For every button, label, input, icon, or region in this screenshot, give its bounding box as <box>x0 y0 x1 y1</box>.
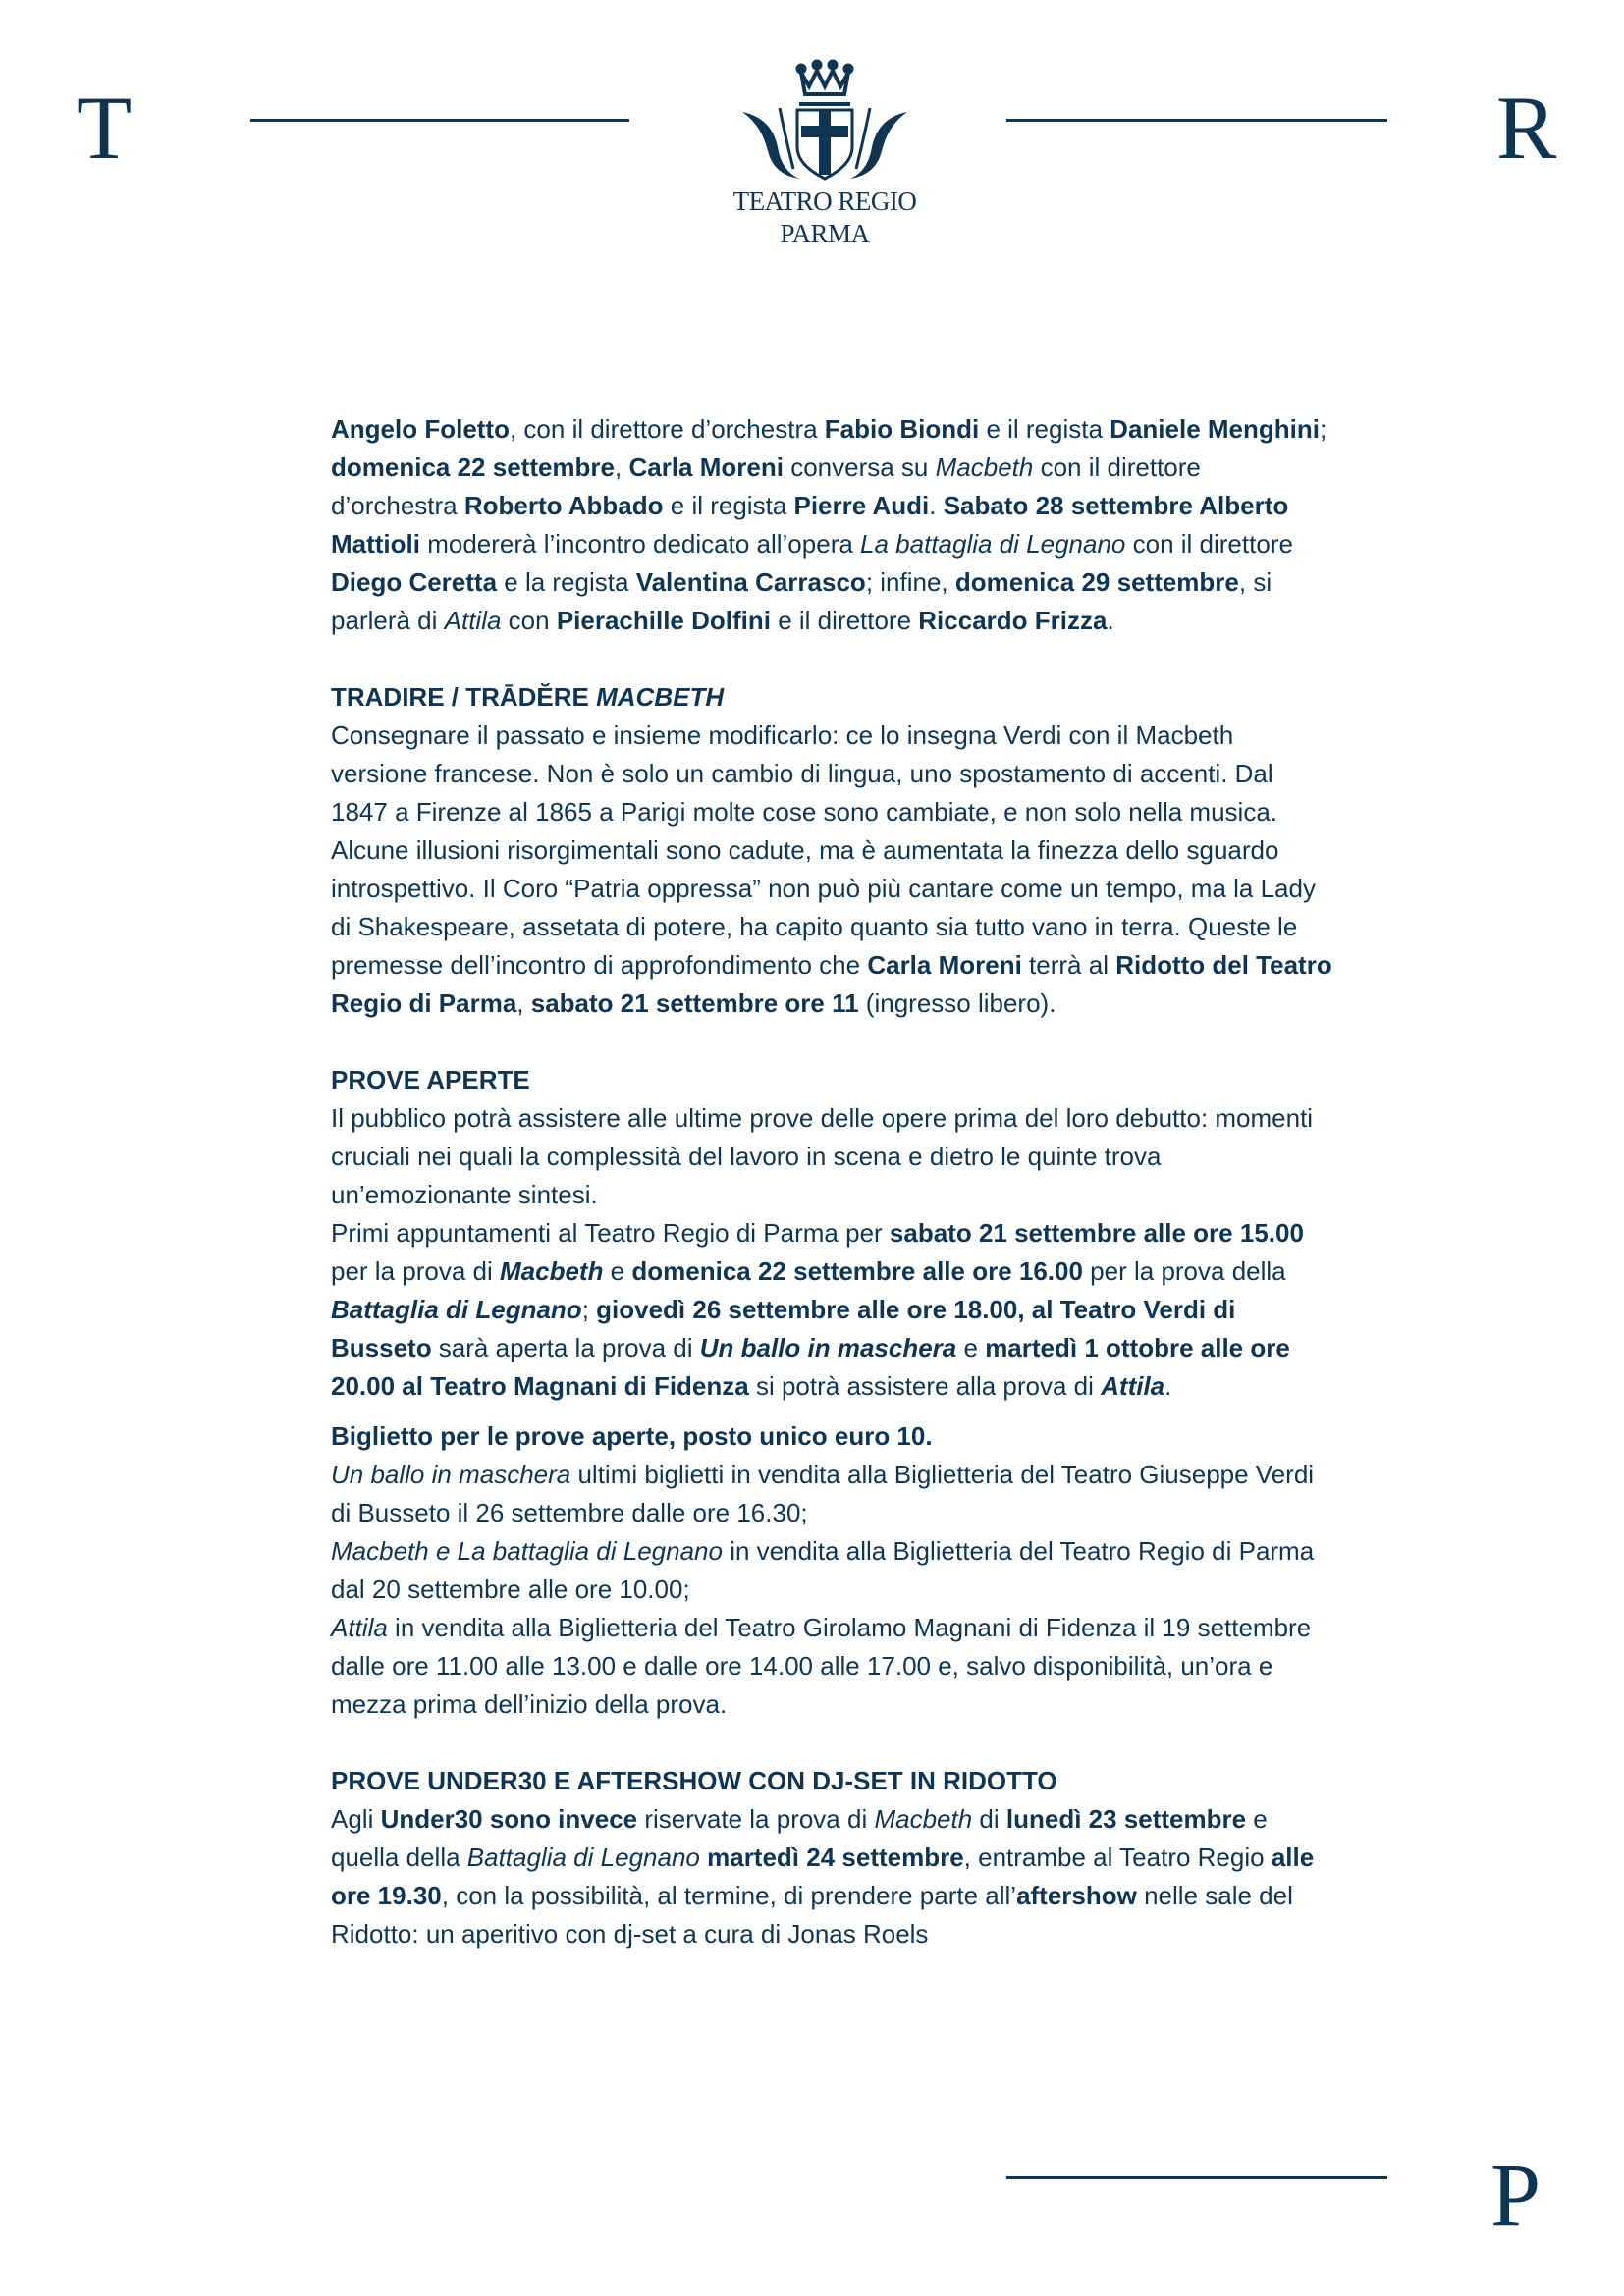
text-run: di <box>972 1804 1006 1834</box>
paragraph-spacer <box>331 1406 1332 1417</box>
italic-run: La battaglia di Legnano <box>860 529 1126 559</box>
bold-run: Ridotto del Teatro Regio di Parma <box>331 950 1332 1018</box>
italic-run: Macbeth <box>874 1804 973 1834</box>
paragraph-spacer <box>331 1724 1332 1762</box>
bold-run: Fabio Biondi <box>824 414 980 444</box>
text-run: con <box>501 606 557 635</box>
body-paragraph <box>331 1456 1332 1532</box>
text-run: e la regista <box>497 567 636 597</box>
text-run: . <box>929 491 944 520</box>
bold-run: Pierre Audi <box>793 491 930 520</box>
text-run: conversa su <box>783 453 936 482</box>
section-heading <box>331 678 1332 717</box>
text-run: in vendita alla Biglietteria del Teatro Regio di Parma dal 20 settembre alle ore 10.00; <box>331 1536 1315 1604</box>
bold-run: domenica 22 settembre <box>331 453 616 482</box>
text-run: e il regista <box>979 414 1110 444</box>
bold-run: Angelo Foletto <box>331 414 510 444</box>
italic-run: Macbeth <box>935 453 1034 482</box>
header-rule-right <box>1006 119 1387 122</box>
text-run: nelle sale del Ridotto: un aperitivo con dj-set a cura di Jonas Roels <box>331 1881 1293 1949</box>
bold-run: martedì 1 ottobre alle ore 20.00 al Teatro Magnani di Fidenza <box>331 1333 1290 1401</box>
bold-run: Biglietto per le prove aperte, posto unico euro 10. <box>331 1421 933 1451</box>
text-run: , con il direttore d’orchestra <box>509 414 825 444</box>
text-run: Il pubblico potrà assistere alle ultime prove delle opere prima del loro debutto: momenti cruciali nei quali la complessità del lavoro in scena e dietro le quinte trova un’emozionante sintesi. <box>331 1103 1314 1209</box>
footer-rule <box>1006 2176 1387 2179</box>
text-run: e il regista <box>663 491 794 520</box>
header-rule-left <box>250 119 629 122</box>
text-run: , entrambe al Teatro Regio <box>963 1842 1272 1872</box>
text-run: . <box>1107 606 1114 635</box>
paragraph-spacer <box>331 640 1332 678</box>
text-run: con il direttore d’orchestra <box>331 453 1201 520</box>
italic-run: Battaglia di Legnano <box>466 1842 700 1872</box>
body-paragraph <box>331 717 1332 1023</box>
text-run: , <box>615 453 629 482</box>
teatro-regio-logo <box>727 49 923 255</box>
text-run: ; <box>1319 414 1327 444</box>
bold-run: martedì 24 settembre <box>707 1842 964 1872</box>
text-run: e <box>956 1333 986 1362</box>
paragraph-spacer <box>331 1023 1332 1061</box>
footer-letter-p: P <box>1490 2145 1542 2245</box>
italic-run: Attila <box>331 1613 388 1642</box>
bold-run: Daniele Menghini <box>1110 414 1320 444</box>
bold-run: PROVE APERTE <box>331 1065 530 1095</box>
bold-run: sabato 21 settembre ore 11 <box>530 988 859 1018</box>
text-run: si potrà assistere alla prova di <box>748 1371 1102 1401</box>
bold-run: MACBETH <box>596 682 725 712</box>
bold-run: Riccardo Frizza <box>918 606 1108 635</box>
bold-run: Macbeth <box>499 1256 604 1286</box>
body-paragraph <box>331 1609 1332 1724</box>
text-run: Primi appuntamenti al Teatro Regio di Parma per <box>331 1218 890 1248</box>
teatro-regio-crest-icon <box>727 49 923 187</box>
bold-run: TRADIRE / TRĀDĔRE <box>331 682 597 712</box>
bold-run: alle ore 19.30 <box>331 1842 1315 1910</box>
body-paragraph <box>331 1099 1332 1214</box>
text-run: per la prova della <box>1082 1256 1286 1286</box>
header-letter-r: R <box>1496 78 1557 178</box>
body-paragraph <box>331 1417 1332 1456</box>
text-run: modererà l’incontro dedicato all’opera <box>420 529 861 559</box>
bold-run: aftershow <box>1016 1881 1137 1910</box>
text-run: ; <box>581 1295 597 1324</box>
text-run: , <box>516 988 531 1018</box>
bold-run: giovedì 26 settembre alle ore 18.00, al Teatro Verdi di Busseto <box>331 1295 1236 1362</box>
body-paragraph <box>331 410 1332 640</box>
bold-run: PROVE UNDER30 E AFTERSHOW CON DJ-SET IN RIDOTTO <box>331 1766 1057 1795</box>
bold-run: Attila <box>1101 1371 1165 1401</box>
body-paragraph <box>331 1532 1332 1609</box>
logo-text-parma: PARMA <box>780 219 870 248</box>
bold-run: domenica 22 settembre alle ore 16.00 <box>631 1256 1083 1286</box>
bold-run: Un ballo in maschera <box>699 1333 957 1362</box>
section-heading <box>331 1061 1332 1099</box>
text-run: riservate la prova di <box>637 1804 875 1834</box>
text-run: e <box>603 1256 632 1286</box>
bold-run: sabato 21 settembre alle ore 15.00 <box>889 1218 1304 1248</box>
document-body <box>331 410 1332 1953</box>
text-run: (ingresso libero). <box>858 988 1056 1018</box>
text-run: e il direttore <box>770 606 919 635</box>
section-heading <box>331 1762 1332 1800</box>
bold-run: Carla Moreni <box>628 453 784 482</box>
body-paragraph <box>331 1214 1332 1406</box>
bold-run: domenica 29 settembre <box>954 567 1239 597</box>
body-paragraph <box>331 1800 1332 1953</box>
text-run: terrà al <box>1021 950 1116 980</box>
text-run: ultimi biglietti in vendita alla Biglietteria del Teatro Giuseppe Verdi di Busseto il 26 settembre dalle ore 16.30; <box>331 1460 1315 1527</box>
text-run: , si parlerà di <box>331 567 1272 635</box>
text-run: , con la possibilità, al termine, di prendere parte all’ <box>441 1881 1017 1910</box>
text-run: ; infine, <box>865 567 955 597</box>
italic-run: Attila <box>444 606 502 635</box>
bold-run: Roberto Abbado <box>463 491 664 520</box>
bold-run: Sabato 28 settembre Alberto Mattioli <box>331 491 1289 559</box>
text-run: Consegnare il passato e insieme modificarlo: ce lo insegna Verdi con il Macbeth versione francese. Non è solo un cambio di lingua, uno spostamento di accenti. Dal 1847 a Firenze al 1865 a Parigi molte cose sono cambiate, e non solo nella musica. Alcune illusioni risorgimentali sono cadute, ma è aumentata la finezza dello sguardo introspettivo. Il Coro “Patria oppressa” non può più cantare come un tempo, ma la Lady di Shakespeare, assetata di potere, ha capito quanto sia tutto vano in terra. Queste le premesse dell’incontro di approfondimento che <box>331 721 1316 980</box>
bold-run: Pierachille Dolfini <box>556 606 771 635</box>
logo-text-teatro-regio: TEATRO REGIO <box>732 187 917 216</box>
bold-run: Valentina Carrasco <box>635 567 866 597</box>
bold-run: Carla Moreni <box>867 950 1022 980</box>
text-run: in vendita alla Biglietteria del Teatro Girolamo Magnani di Fidenza il 19 settembre dalle ore 11.00 alle 13.00 e dalle ore 14.00 alle 17.00 e, salvo disponibilità, un’ora e mezza prima dell’inizio della prova. <box>331 1613 1312 1719</box>
text-run: e quella della <box>331 1804 1268 1872</box>
bold-run: Diego Ceretta <box>331 567 498 597</box>
text-run: . <box>1164 1371 1172 1401</box>
italic-run: Macbeth e La battaglia di Legnano <box>331 1536 723 1566</box>
text-run: sarà aperta la prova di <box>431 1333 700 1362</box>
bold-run: Under30 sono invece <box>380 1804 638 1834</box>
italic-run: Un ballo in maschera <box>331 1460 571 1489</box>
text-run: Agli <box>331 1804 381 1834</box>
bold-run: lunedì 23 settembre <box>1005 1804 1247 1834</box>
text-run: con il direttore <box>1125 529 1293 559</box>
bold-run: Battaglia di Legnano <box>331 1295 582 1324</box>
text-run: per la prova di <box>331 1256 500 1286</box>
header-letter-t: T <box>77 78 133 178</box>
